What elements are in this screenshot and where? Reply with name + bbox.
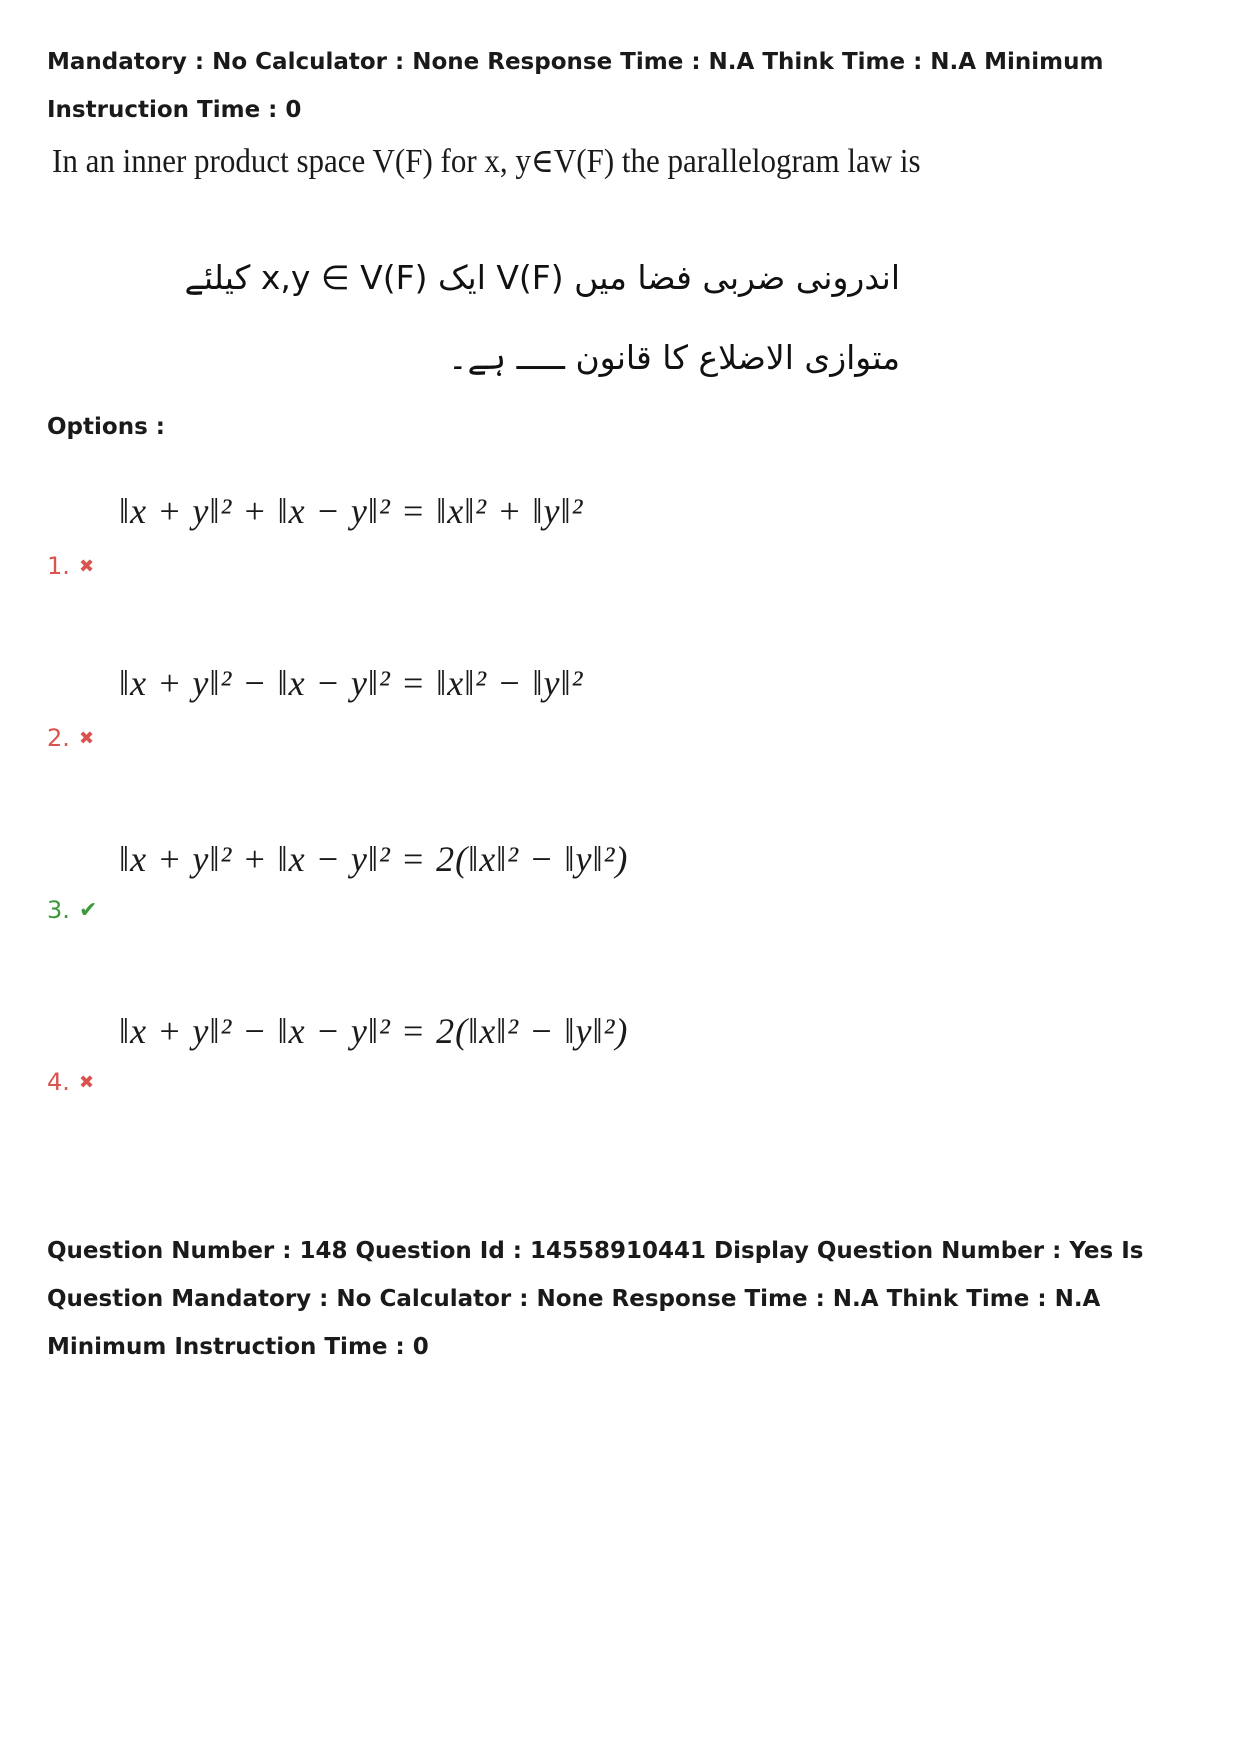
- option-4-formula: ‖x + y‖² − ‖x − y‖² = 2(‖x‖² − ‖y‖²): [119, 1011, 629, 1051]
- option-1-number: 1.: [47, 552, 70, 580]
- option-2-formula: ‖x + y‖² − ‖x − y‖² = ‖x‖² − ‖y‖²: [119, 663, 584, 703]
- cross-icon: ✖: [79, 1072, 95, 1093]
- options-label: Options :: [47, 414, 165, 440]
- cross-icon: ✖: [79, 728, 95, 749]
- option-1[interactable]: [47, 490, 1047, 610]
- option-1-formula: ‖x + y‖² + ‖x − y‖² = ‖x‖² + ‖y‖²: [119, 491, 584, 531]
- option-4[interactable]: [47, 1010, 1047, 1130]
- option-3-formula: ‖x + y‖² + ‖x − y‖² = 2(‖x‖² − ‖y‖²): [119, 839, 629, 879]
- check-icon: ✔: [79, 898, 98, 923]
- option-3-number: 3.: [47, 896, 70, 924]
- question-text-english: In an inner product space V(F) for x, y∈V(F) the parallelogram law is: [52, 142, 921, 180]
- option-2[interactable]: [47, 662, 1047, 782]
- option-4-number: 4.: [47, 1068, 70, 1096]
- question-meta-top: Mandatory : No Calculator : None Response Time : N.A Think Time : N.A Minimum Instruction Time : 0: [47, 49, 1104, 123]
- option-2-number: 2.: [47, 724, 70, 752]
- cross-icon: ✖: [79, 556, 95, 577]
- option-3[interactable]: [47, 838, 1047, 958]
- next-question-meta: Question Number : 148 Question Id : 14558910441 Display Question Number : Yes Is Question Mandatory : No Calculator : None Response Time : N.A Think Time : N.A Minimum Instruction Time : 0: [47, 1238, 1144, 1360]
- question-text-urdu: اندرونی ضربی فضا میں V(F) ایک x,y ∈ V(F) کیلئے متوازی الاضلاع کا قانون ـــــ ہے۔: [184, 258, 900, 377]
